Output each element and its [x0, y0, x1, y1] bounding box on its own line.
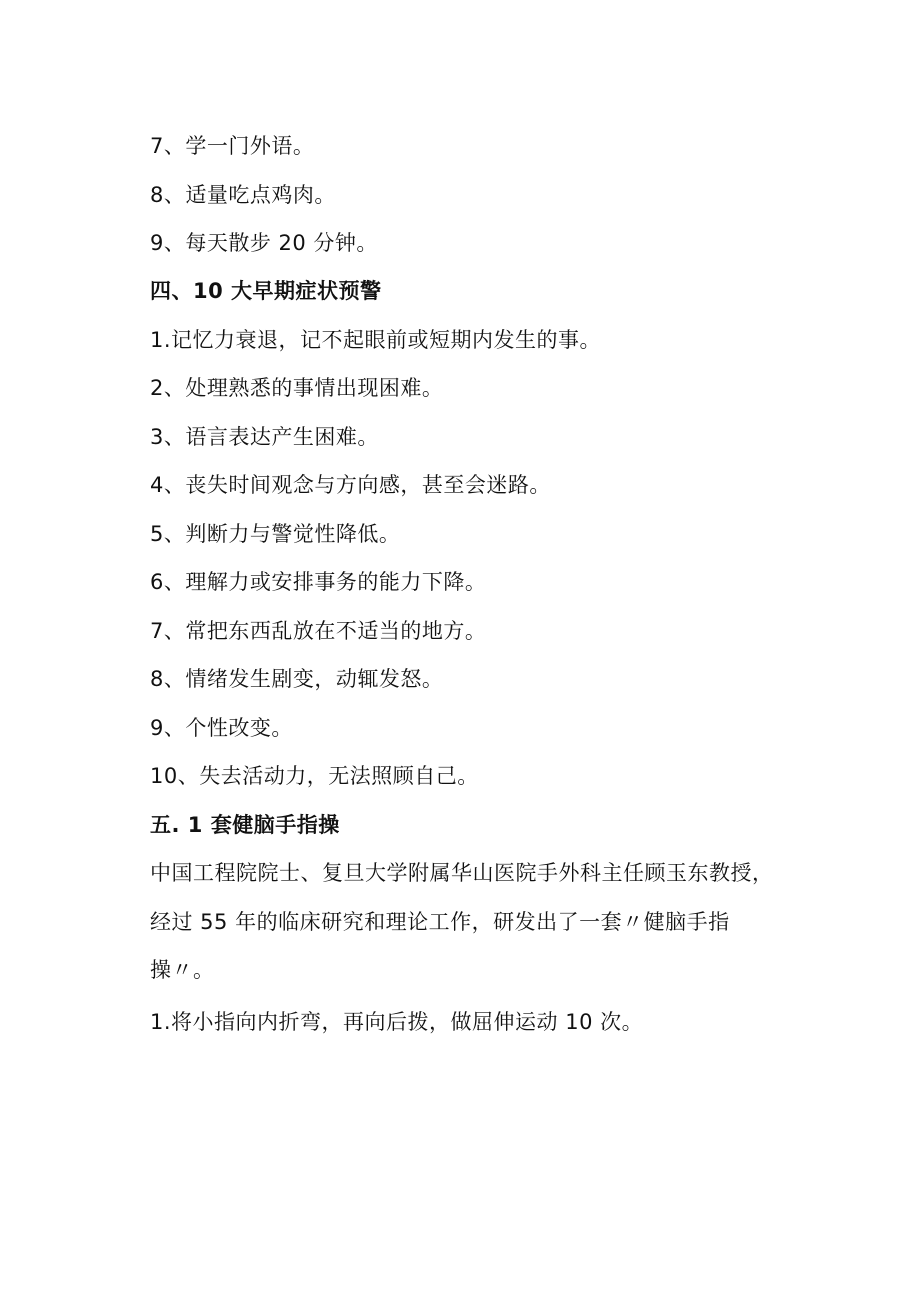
paragraph-line: 经过 55 年的临床研究和理论工作，研发出了一套〃健脑手指	[150, 910, 730, 934]
list-item: 5、判断力与警觉性降低。	[150, 522, 401, 546]
list-item: 7、常把东西乱放在不适当的地方。	[150, 619, 487, 643]
list-item: 3、语言表达产生困难。	[150, 425, 379, 449]
list-item: 1.将小指向内折弯，再向后拨，做屈伸运动 10 次。	[150, 1010, 644, 1034]
list-item: 1.记忆力衰退，记不起眼前或短期内发生的事。	[150, 328, 602, 352]
paragraph-line: 操〃。	[150, 958, 215, 982]
list-item: 9、个性改变。	[150, 716, 293, 740]
section-heading: 五. 1 套健脑手指操	[150, 813, 340, 837]
list-item: 2、处理熟悉的事情出现困难。	[150, 376, 444, 400]
paragraph-line: 中国工程院院士、复旦大学附属华山医院手外科主任顾玉东教授，	[150, 861, 774, 885]
list-item: 7、学一门外语。	[150, 134, 315, 158]
list-item: 10、失去活动力，无法照顾自己。	[150, 764, 479, 788]
list-item: 8、适量吃点鸡肉。	[150, 183, 336, 207]
section-heading: 四、10 大早期症状预警	[150, 279, 382, 303]
list-item: 6、理解力或安排事务的能力下降。	[150, 570, 487, 594]
list-item: 8、情绪发生剧变，动辄发怒。	[150, 667, 444, 691]
list-item: 9、每天散步 20 分钟。	[150, 231, 378, 255]
list-item: 4、丧失时间观念与方向感，甚至会迷路。	[150, 473, 551, 497]
